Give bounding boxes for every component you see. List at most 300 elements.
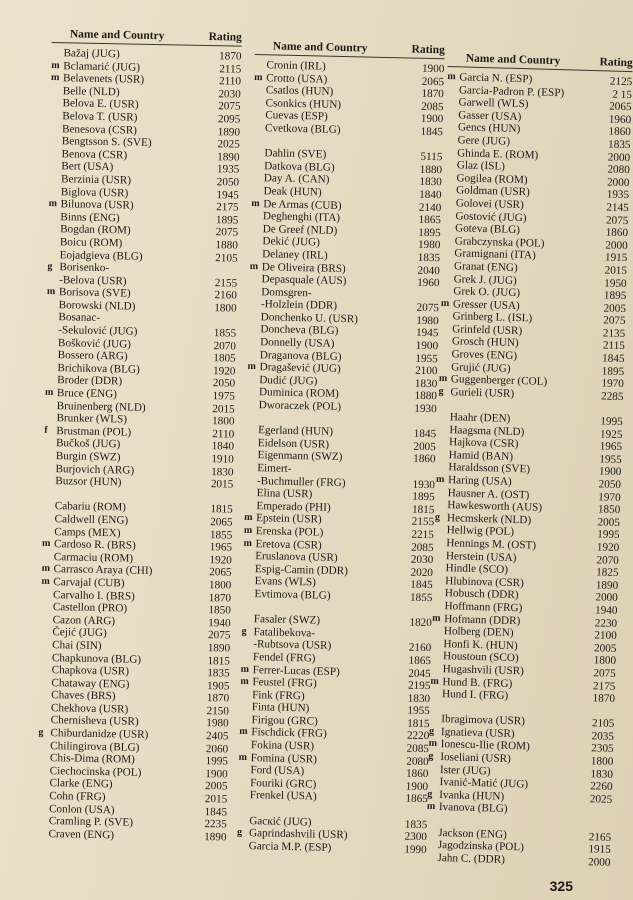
title-marker: m	[244, 512, 253, 524]
player-rating	[589, 403, 623, 417]
player-name: Cardoso R. (BRS)	[53, 538, 136, 552]
title-marker	[41, 588, 53, 601]
title-marker	[246, 437, 258, 450]
player-rating: 2230	[594, 616, 618, 630]
title-marker	[50, 123, 62, 136]
player-rating: 2405	[205, 730, 229, 743]
player-name: Buzsor (HUN)	[55, 475, 122, 489]
column-1	[36, 28, 242, 844]
title-marker: m	[46, 286, 56, 298]
title-marker	[252, 172, 264, 185]
title-marker: m	[41, 575, 50, 587]
player-rating: 2065	[421, 75, 445, 88]
player-name: Finta (HUN)	[251, 701, 310, 715]
title-marker	[440, 335, 452, 348]
player-name: Goteva (BLG)	[454, 222, 521, 237]
title-marker	[243, 550, 255, 563]
player-name: Goldman (USR)	[455, 184, 530, 199]
title-marker	[240, 689, 252, 702]
player-name: Gaprindashvili (USR)	[248, 827, 348, 842]
player-rating: 1955	[407, 704, 430, 718]
player-rating: 1830	[407, 692, 431, 705]
player-rating: 1920	[209, 553, 232, 567]
player-name: Grujić (JUG)	[451, 360, 511, 375]
player-name: Fasaler (SWZ)	[253, 613, 321, 627]
title-marker	[245, 449, 257, 462]
player-rating: 1830	[211, 465, 234, 479]
title-marker	[51, 85, 63, 98]
player-rating: 1860	[413, 453, 436, 466]
title-marker	[429, 713, 441, 726]
title-marker	[49, 160, 61, 173]
player-name: Jackson (ENG)	[438, 826, 508, 841]
player-rating: 2300	[404, 830, 428, 844]
title-marker	[433, 575, 445, 588]
player-name: Bruinenberg (NLD)	[56, 399, 146, 414]
player-rating: 1800	[211, 415, 235, 428]
player-rating	[577, 818, 611, 832]
player-name: Ferrer-Lucas (ESP)	[252, 663, 340, 678]
player-rating: 2160	[408, 641, 432, 655]
player-row	[36, 828, 226, 844]
player-rating: 2065	[209, 566, 232, 579]
title-marker	[426, 826, 438, 839]
title-marker	[41, 601, 53, 614]
player-rating: 1895	[601, 365, 625, 378]
title-marker: m	[447, 70, 456, 83]
player-rating: 2015	[212, 402, 235, 416]
player-rating: 1965	[209, 541, 233, 554]
player-rating: 1865	[408, 654, 432, 668]
title-marker	[426, 814, 438, 827]
player-name: Doncheva (BLG)	[260, 323, 339, 338]
player-rating: 2160	[214, 289, 238, 302]
player-name: -Rubtsova (USR)	[253, 638, 332, 653]
player-rating	[202, 314, 236, 327]
title-marker	[39, 677, 51, 690]
title-marker	[427, 776, 439, 789]
player-name: Cabariu (ROM)	[54, 500, 127, 514]
title-marker: m	[435, 473, 445, 486]
title-marker	[40, 664, 52, 677]
player-rating: 1865	[418, 213, 442, 227]
title-marker: m	[440, 297, 450, 309]
player-name: Gencs (HUN)	[457, 121, 521, 136]
player-name: -Buchmuller (FRG)	[256, 474, 346, 489]
player-rating: 2175	[216, 201, 239, 214]
player-name: Hoffmann (FRG)	[444, 600, 523, 615]
player-name: Donnelly (USA)	[260, 336, 335, 350]
player-name: Hamid (BAN)	[448, 448, 514, 463]
player-name: Cuevas (ESP)	[265, 109, 328, 124]
column-3	[425, 52, 633, 869]
player-name: Gresser (USA)	[452, 297, 520, 312]
player-rating	[580, 705, 614, 719]
player-rating: 2305	[591, 742, 614, 756]
title-marker	[436, 461, 448, 474]
player-rating: 1995	[597, 528, 620, 542]
title-marker	[250, 248, 262, 261]
title-marker	[43, 500, 55, 513]
player-name: Frenkel (USA)	[249, 789, 317, 804]
player-list	[425, 71, 632, 869]
player-rating: 2075	[605, 214, 629, 227]
player-name: Evans (WLS)	[254, 575, 317, 589]
player-rating: 1940	[208, 616, 231, 630]
title-marker	[253, 122, 265, 135]
title-marker	[39, 714, 51, 727]
player-name: Dahlin (SVE)	[264, 147, 327, 161]
title-marker: m	[251, 197, 260, 209]
title-marker	[49, 173, 61, 186]
player-name: Camps (MEX)	[54, 525, 121, 539]
title-marker	[247, 374, 259, 387]
player-rating: 2100	[594, 629, 617, 643]
player-name: Gurieli (USR)	[450, 386, 515, 400]
title-marker	[46, 337, 58, 350]
player-rating: 1900	[405, 780, 429, 793]
title-marker	[442, 247, 454, 260]
player-name: Csonkics (HUN)	[265, 97, 342, 111]
player-rating: 1825	[595, 566, 619, 580]
player-name: Erenska (POL)	[255, 525, 324, 539]
player-name: Haahr (DEN)	[449, 411, 511, 425]
player-rating: 1845	[601, 352, 625, 366]
title-marker	[241, 638, 253, 651]
title-marker: m	[243, 524, 253, 537]
player-name: Chiburdanidze (USR)	[50, 727, 149, 742]
player-name: Hindle (SCO)	[445, 562, 509, 577]
player-name: Bučkoš (JUG)	[55, 437, 121, 451]
player-rating: 2070	[596, 553, 620, 567]
player-rating: 1815	[407, 717, 430, 731]
player-rating: 1945	[415, 327, 439, 340]
player-rating: 1830	[419, 176, 442, 189]
title-marker	[39, 702, 51, 715]
player-name: Chaves (BRS)	[51, 689, 116, 703]
player-rating: 1845	[204, 805, 228, 819]
title-marker	[248, 323, 260, 336]
player-rating: 2105	[591, 717, 615, 731]
player-rating: 2035	[591, 730, 615, 743]
player-rating: 2025	[217, 138, 240, 151]
player-rating: 1930	[412, 478, 436, 491]
player-name: Hajkova (CSR)	[448, 436, 519, 451]
player-name: Elina (USR)	[256, 487, 313, 501]
title-marker	[445, 134, 457, 147]
player-name: Glaz (ISL)	[456, 159, 506, 173]
player-rating: 1835	[404, 818, 428, 831]
player-name: Belavenets (USR)	[62, 72, 145, 86]
player-name: Garwell (WLS)	[458, 96, 529, 111]
player-name: Emperado (PHI)	[256, 499, 331, 514]
player-name: Fatalibekova-	[253, 625, 316, 640]
player-rating: 2115	[219, 62, 242, 76]
player-name: Fouriki (GRC)	[250, 776, 317, 791]
player-name: Belova E. (USR)	[62, 97, 139, 112]
player-name: Carrasco Araya (CHI)	[53, 563, 153, 578]
player-name: De Armas (CUB)	[263, 197, 342, 212]
player-name: Ghinda E. (ROM)	[457, 146, 539, 162]
player-rating: 1925	[599, 428, 623, 441]
player-rating: 1900	[415, 339, 439, 353]
player-rating: 1820	[409, 616, 432, 630]
player-name: Haagsma (NLD)	[449, 423, 525, 438]
title-marker	[37, 802, 49, 815]
title-marker	[49, 148, 61, 161]
player-rating: 1920	[596, 541, 620, 554]
player-name: Hennings M. (OST)	[446, 537, 537, 552]
player-name: Jagodzinska (POL)	[437, 839, 525, 854]
title-marker	[251, 185, 263, 198]
player-name: Chernisheva (USR)	[50, 714, 139, 729]
title-marker	[247, 386, 259, 399]
player-rating: 1850	[208, 604, 231, 617]
player-name: Berzinia (USR)	[60, 173, 132, 187]
title-marker	[250, 235, 262, 248]
title-marker	[239, 714, 251, 727]
player-rating: 2075	[218, 100, 241, 114]
player-name: Depasquale (AUS)	[261, 273, 347, 288]
player-name: Houstoun (SCO)	[442, 650, 519, 665]
player-rating: 2050	[216, 176, 240, 189]
player-name: Gere (JUG)	[457, 134, 511, 148]
player-rating: 1940	[594, 604, 618, 617]
player-name: -Holzlein (DDR)	[260, 298, 338, 313]
player-rating: 2075	[603, 314, 626, 328]
page-number: 325	[549, 878, 573, 894]
title-marker	[240, 701, 252, 714]
player-rating: 1895	[215, 213, 239, 227]
title-marker	[444, 197, 456, 210]
player-name: Bosanac-	[58, 311, 101, 325]
player-rating: 1945	[216, 188, 239, 202]
title-marker	[438, 398, 450, 411]
player-list	[36, 47, 241, 844]
player-rating: 1815	[210, 503, 233, 516]
player-rating: 1890	[595, 579, 619, 592]
player-name: Csatlos (HUN)	[265, 84, 334, 98]
player-rating: 2020	[410, 566, 434, 579]
player-rating: 1880	[419, 163, 443, 177]
title-marker: g	[241, 625, 247, 637]
title-marker	[446, 96, 458, 109]
player-name: Epstein (USR)	[256, 512, 322, 527]
player-name: Borowski (NLD)	[58, 299, 136, 313]
title-marker: m	[254, 71, 263, 83]
player-name: Domsgren-	[261, 285, 312, 300]
title-marker	[436, 486, 448, 499]
column-2	[237, 40, 445, 857]
player-rating: 1880	[414, 390, 438, 403]
title-marker	[44, 412, 56, 425]
player-name: -Belova (USR)	[59, 273, 127, 288]
title-marker	[244, 500, 256, 513]
player-rating: 1980	[416, 314, 439, 328]
player-rating: 1850	[597, 503, 621, 517]
player-rating: 1950	[604, 276, 627, 290]
player-name: Cvetkova (BLG)	[264, 122, 341, 136]
title-marker	[441, 272, 453, 285]
player-name: Ioseliani (USR)	[440, 751, 511, 766]
title-marker	[37, 790, 49, 803]
title-marker	[50, 135, 62, 148]
player-name: Caldwell (ENG)	[54, 513, 129, 527]
title-marker	[42, 525, 54, 538]
player-name: Golovei (USR)	[455, 197, 524, 212]
player-rating: 1870	[208, 591, 232, 605]
player-rating	[578, 805, 612, 819]
player-name: Bilunova (USR)	[60, 198, 134, 212]
title-marker	[249, 298, 261, 311]
title-marker	[42, 551, 54, 564]
title-marker	[237, 840, 249, 853]
player-name: Dudić (JUG)	[259, 374, 318, 388]
player-name: Ignatieva (USR)	[440, 725, 515, 740]
player-rating: 1830	[590, 767, 614, 781]
player-rating: 2220	[406, 730, 430, 743]
player-name: Borisova (SVE)	[58, 286, 131, 300]
title-marker	[51, 47, 63, 60]
player-rating: 2100	[415, 364, 438, 378]
player-rating	[398, 604, 432, 617]
title-marker: m	[432, 612, 441, 624]
player-name: Chapkova (USR)	[51, 664, 130, 678]
title-marker	[43, 488, 55, 501]
player-rating	[393, 805, 427, 818]
player-name: Bogdan (ROM)	[60, 223, 131, 237]
player-rating: 2165	[588, 830, 612, 844]
title-marker	[430, 700, 442, 713]
player-rating: 1815	[207, 654, 230, 668]
title-marker	[430, 688, 442, 701]
player-rating: 2005	[204, 780, 228, 793]
player-rating: 1935	[216, 163, 240, 176]
title-marker	[252, 160, 264, 173]
player-rating: 1920	[212, 365, 236, 378]
title-marker	[36, 828, 48, 841]
player-rating: 1895	[418, 226, 441, 239]
player-rating: 2235	[204, 818, 227, 831]
player-name: Firigou (GRC)	[251, 713, 318, 728]
title-marker	[37, 777, 49, 790]
player-name: Hawkesworth (AUS)	[447, 499, 543, 514]
player-rating: 2000	[606, 176, 630, 189]
player-rating: 1845	[413, 427, 437, 441]
player-name: Broder (DDR)	[57, 374, 123, 388]
player-name: Fink (FRG)	[252, 688, 305, 702]
player-rating	[199, 491, 233, 504]
player-name: Hund B. (FRG)	[442, 675, 513, 690]
player-rating: 2005	[597, 516, 621, 529]
player-rating: 2015	[210, 478, 234, 491]
title-marker: m	[41, 563, 51, 575]
player-list	[237, 59, 445, 857]
player-name: Castellon (PRO)	[52, 601, 128, 615]
title-marker	[253, 109, 265, 122]
title-marker	[237, 802, 249, 815]
title-marker	[428, 763, 440, 776]
player-rating: 1930	[414, 402, 437, 416]
title-marker	[245, 487, 257, 500]
title-marker	[440, 310, 452, 323]
player-name: Eimert-	[257, 462, 292, 475]
title-marker	[432, 625, 444, 638]
player-name: Hund I. (FRG)	[441, 688, 509, 703]
player-rating: 2140	[418, 201, 442, 214]
player-rating: 1870	[218, 50, 242, 63]
player-rating: 1895	[412, 490, 435, 504]
title-marker	[435, 499, 447, 512]
player-name: Bruce (ENG)	[56, 387, 118, 401]
player-rating: 2260	[590, 780, 613, 794]
title-marker	[249, 273, 261, 286]
player-name: Ivanka (HUN)	[439, 788, 505, 803]
player-rating: 1955	[599, 453, 622, 466]
title-marker	[443, 235, 455, 248]
player-name: Chapkunova (BLG)	[51, 651, 142, 666]
column-header	[448, 52, 633, 72]
title-marker	[48, 211, 60, 224]
player-rating	[397, 629, 431, 642]
player-rating: 2005	[413, 440, 436, 454]
player-name: Herstein (USA)	[445, 549, 517, 564]
player-name: Garcia N. (ESP)	[459, 71, 533, 86]
player-name: Cazon (ARG)	[52, 613, 116, 628]
player-name: Espig-Camin (DDR)	[254, 562, 349, 577]
player-rating: 5115	[420, 150, 443, 164]
player-rating: 1805	[213, 352, 236, 365]
player-rating	[402, 415, 436, 428]
title-marker	[445, 159, 457, 172]
title-marker	[249, 311, 261, 324]
title-marker: g	[434, 511, 441, 523]
player-name: Grabczynska (POL)	[454, 234, 545, 250]
title-marker	[237, 814, 249, 827]
player-rating: 2065	[608, 100, 632, 114]
player-rating: 1860	[405, 767, 429, 781]
title-marker: g	[38, 726, 44, 739]
title-marker: g	[438, 385, 444, 397]
player-name: Feustel (FRG)	[252, 676, 317, 690]
player-name: De Oliveira (BRS)	[261, 260, 346, 275]
player-name: Cohn (FRG)	[49, 790, 106, 804]
player-name: Jahn C. (DDR)	[437, 851, 506, 866]
player-rating: 2105	[215, 251, 238, 265]
player-name: Hofmann (DDR)	[444, 612, 521, 627]
player-name: Day A. (CAN)	[263, 172, 330, 187]
player-name: Haraldsson (SVE)	[448, 461, 531, 476]
player-rating: 2145	[606, 201, 629, 215]
player-name: Gacкić (JUG)	[249, 814, 312, 829]
player-name: Benesova (CSR)	[61, 122, 138, 137]
title-marker	[434, 549, 446, 562]
player-rating: 1915	[604, 251, 628, 265]
player-rating: 2285	[600, 390, 624, 403]
title-marker: g	[428, 725, 435, 737]
rating-header: Rating	[599, 56, 633, 70]
player-rating: 1840	[419, 188, 442, 202]
player-name: Dekić (JUG)	[262, 235, 321, 249]
player-rating: 2005	[603, 302, 627, 315]
player-name: Dworaczek (POL)	[258, 399, 342, 414]
player-name: Bossero (ARG)	[57, 349, 128, 363]
player-name: Čejić (JUG)	[52, 626, 107, 640]
player-rating: 1855	[409, 591, 433, 605]
player-rating: 1830	[414, 377, 438, 391]
title-marker	[40, 626, 52, 639]
player-name: Grinberg L. (ISL)	[452, 310, 533, 325]
